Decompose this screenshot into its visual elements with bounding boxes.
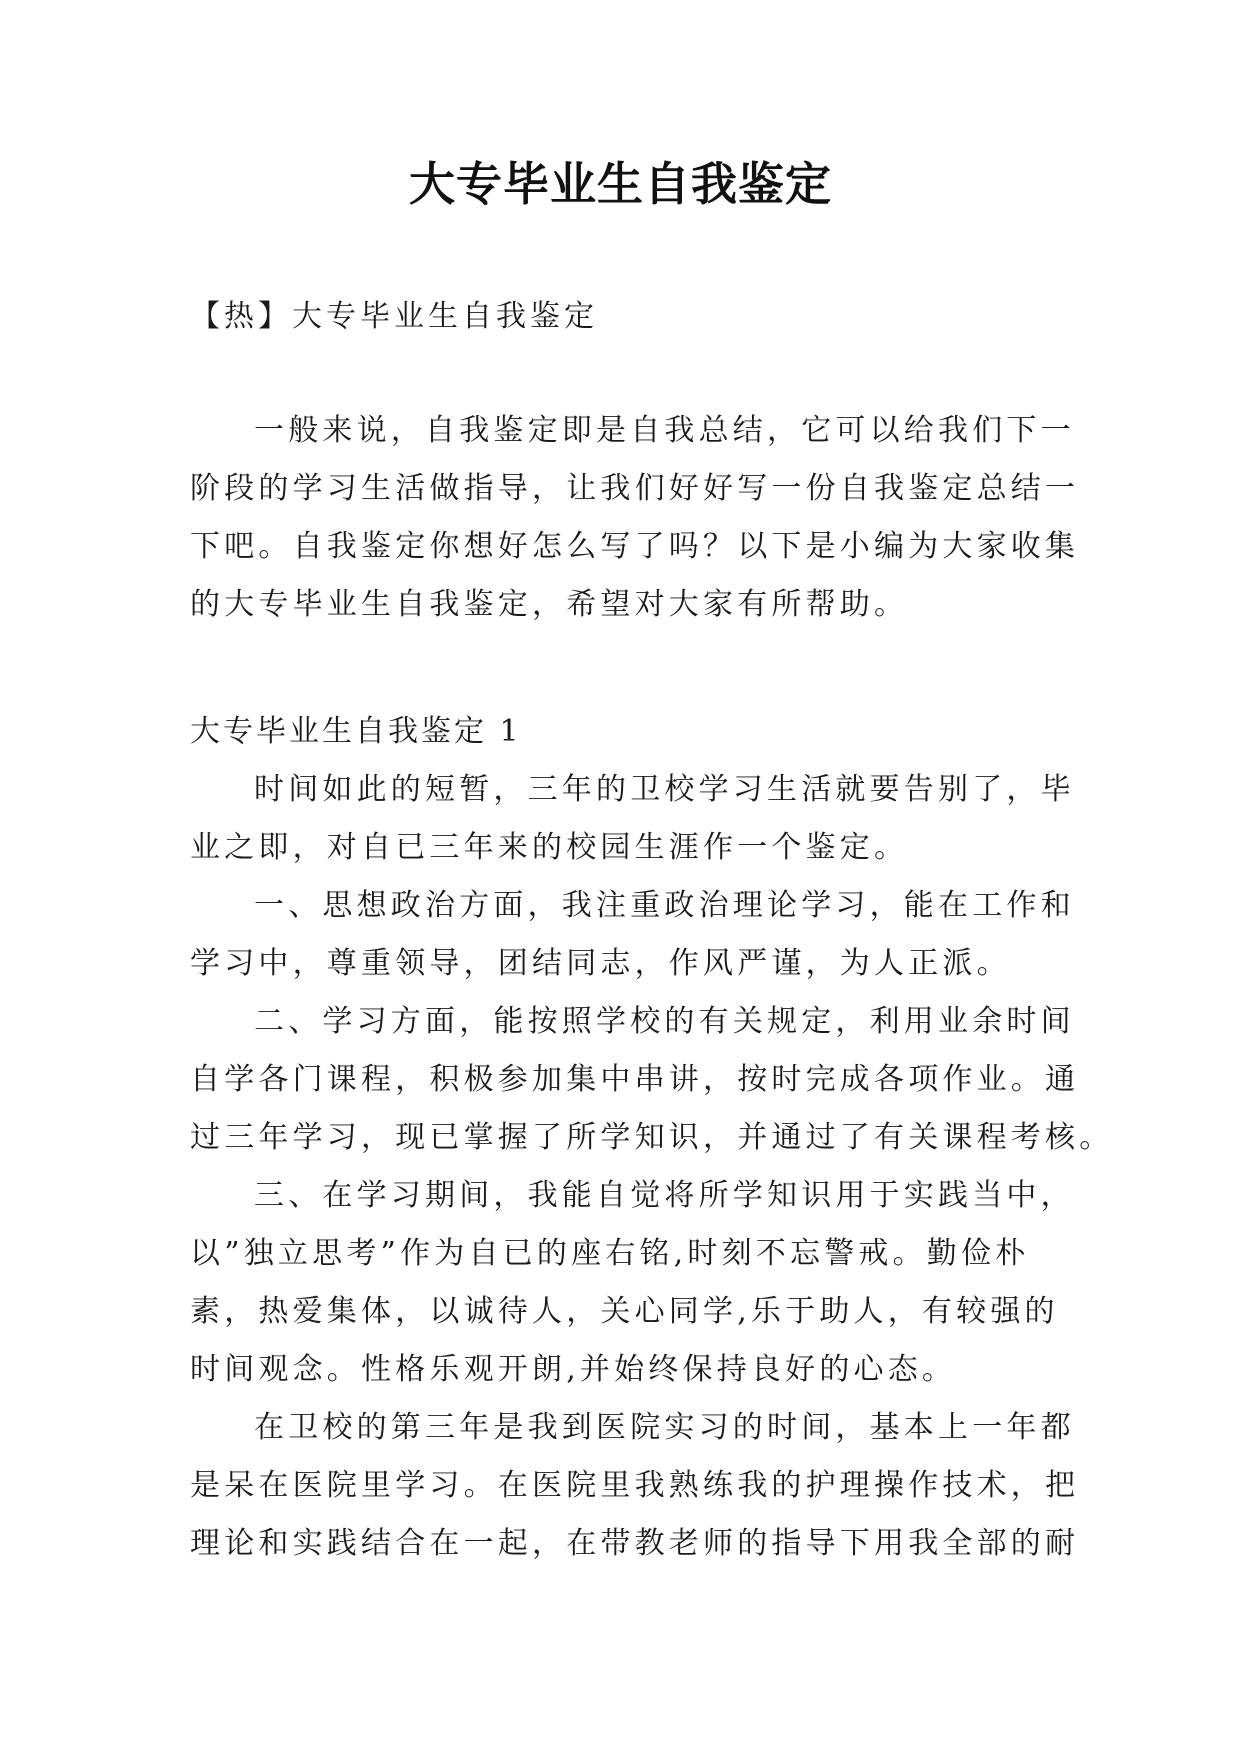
body-line: 学习中，尊重领导，团结同志，作风严谨，为人正派。	[190, 946, 1011, 981]
body-line: 业之即，对自已三年来的校园生涯作一个鉴定。	[190, 830, 909, 865]
body-line: 时间如此的短暂，三年的卫校学习生活就要告别了，毕	[254, 772, 1075, 807]
document-subtitle: 【热】大专毕业生自我鉴定	[190, 299, 598, 334]
intro-line: 下吧。自我鉴定你想好怎么写了吗？以下是小编为大家收集	[190, 529, 1080, 564]
body-line: 在卫校的第三年是我到医院实习的时间，基本上一年都	[254, 1410, 1075, 1445]
body-line: 自学各门课程，积极参加集中串讲，按时完成各项作业。通	[190, 1062, 1080, 1097]
intro-paragraph	[190, 402, 1080, 634]
intro-line: 的大专毕业生自我鉴定，希望对大家有所帮助。	[190, 587, 909, 622]
body-line: 二、学习方面，能按照学校的有关规定，利用业余时间	[254, 1004, 1075, 1039]
document-title: 大专毕业生自我鉴定	[409, 157, 832, 211]
intro-line: 一般来说，自我鉴定即是自我总结，它可以给我们下一	[254, 413, 1075, 448]
body-line: 以”独立思考”作为自已的座右铭,时刻不忘警戒。勤俭朴	[190, 1236, 1030, 1271]
body-line: 一、思想政治方面，我注重政治理论学习，能在工作和	[254, 888, 1075, 923]
section-1	[190, 703, 1114, 1573]
section-heading: 大专毕业生自我鉴定 1	[190, 714, 522, 749]
body-line: 理论和实践结合在一起，在带教老师的指导下用我全部的耐	[190, 1526, 1080, 1561]
body-line: 素，热爱集体，以诚待人，关心同学,乐于助人，有较强的	[190, 1294, 1059, 1329]
body-line: 时间观念。性格乐观开朗,并始终保持良好的心态。	[190, 1352, 957, 1387]
body-line: 是呆在医院里学习。在医院里我熟练我的护理操作技术，把	[190, 1468, 1080, 1503]
body-line: 三、在学习期间，我能自觉将所学知识用于实践当中，	[254, 1178, 1075, 1213]
body-line: 过三年学习，现已掌握了所学知识，并通过了有关课程考核。	[190, 1120, 1114, 1155]
intro-line: 阶段的学习生活做指导，让我们好好写一份自我鉴定总结一	[190, 471, 1080, 506]
